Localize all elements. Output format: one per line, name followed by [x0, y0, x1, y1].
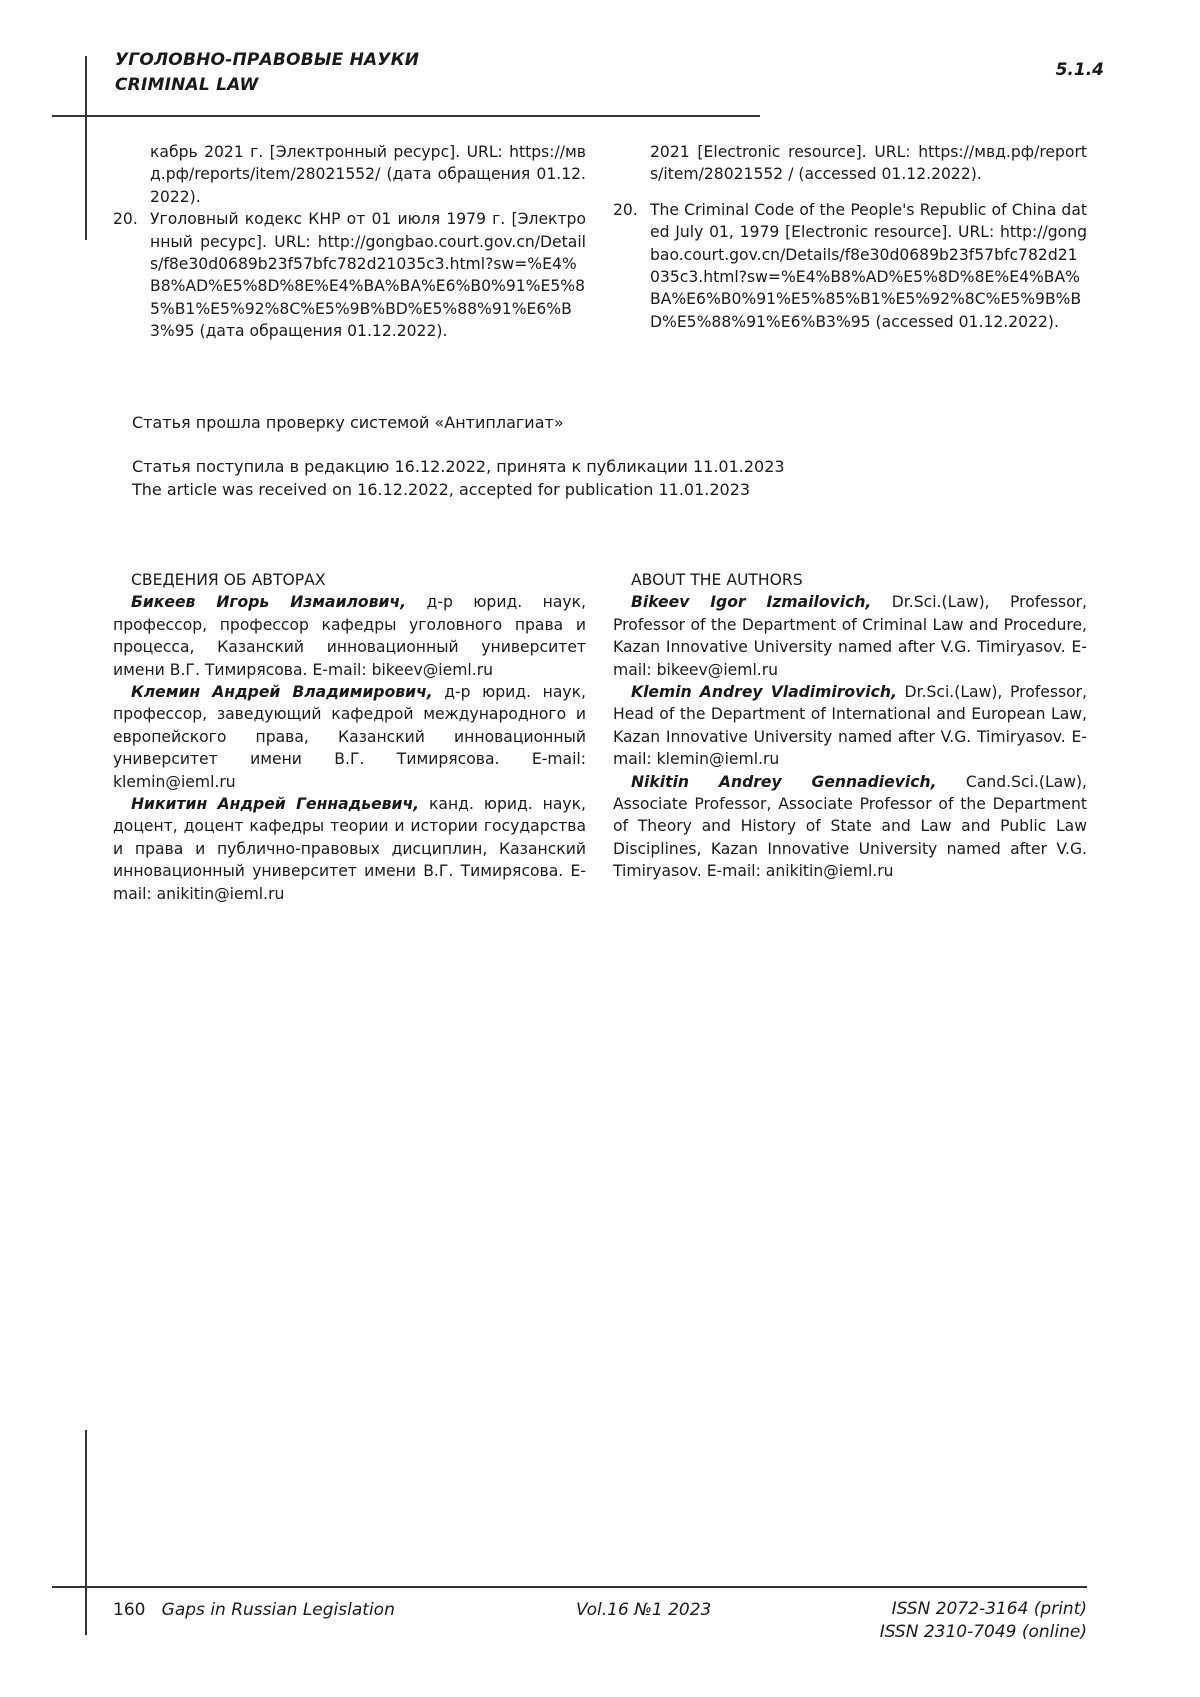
reference-continuation-en: 2021 [Electronic resource]. URL: https://мвд.рф/reports/item/28021552 / (accessed 01.12.2022). [650, 143, 1087, 184]
antiplagiarism-note: Статья прошла проверку системой «Антиплагиат» [132, 413, 564, 432]
author-name: Bikeev Igor Izmailovich, [631, 593, 872, 612]
author-entry [113, 681, 586, 793]
issn-print: ISSN 2072-3164 (print) [891, 1599, 1087, 1619]
author-name: Клемин Андрей Владимирович, [131, 683, 433, 702]
page-number: 160 [113, 1600, 146, 1620]
author-details: Dr.Sci.(Law), Professor, Head of the Department of International and European Law, Kazan Innovative University named after V.G. Timiryasov. E-mail: klemin@ieml.ru [613, 683, 1088, 769]
footer-horizontal-rule [52, 1586, 1087, 1588]
author-entry [113, 591, 586, 681]
author-name: Nikitin Andrey Gennadievich, [631, 772, 937, 791]
reference-text: Уголовный кодекс КНР от 01 июля 1979 г. [Электронный ресурс]. URL: http://gongbao.court.gov.cn/Details/f8e30d0689b23f57bfc782d21035c3.html?sw=%E4%B8%AD%E5%8D%8E%E4%BA%BA%E6%B0%91%E5%85%B1%E5%92%8C%E5%9B%BD%E5%88%91%E6%B3%95 (дата обращения 01.12.2022). [150, 210, 586, 341]
author-details: Dr.Sci.(Law), Professor, Professor of the Department of Criminal Law and Procedure, Kazan Innovative University named after V.G. Timiryasov. E-mail: bikeev@ieml.ru [613, 593, 1088, 679]
references-ru [113, 141, 586, 343]
authors-en [613, 569, 1087, 883]
author-details: д-р юрид. наук, профессор, заведующий кафедрой международного и европейского права, Казанский инновационный университет имени В.Г. Тимирясова. E-mail: klemin@ieml.ru [113, 683, 586, 791]
reference-number: 20. [613, 200, 638, 219]
reference-item-ru [113, 208, 586, 342]
rubric-ru: УГОЛОВНО-ПРАВОВЫЕ НАУКИ [115, 50, 420, 70]
author-entry [113, 793, 586, 905]
author-name: Klemin Andrey Vladimirovich, [631, 683, 897, 702]
reference-item-en [613, 199, 1087, 333]
reference-text: The Criminal Code of the People's Republic of China dated July 01, 1979 [Electronic resource]. URL: http://gongbao.court.gov.cn/Details/f8e30d0689b23f57bfc782d21035c3.html?sw=%E4%B8%AD%E5%8D%8E%E4%BA%BA%E6%B0%91%E5%85%B1%E5%92%8C%E5%9B%BD%E5%88%91%E6%B3%95 (accessed 01.12.2022). [650, 200, 1087, 331]
author-entry [613, 771, 1087, 883]
volume-issue: Vol.16 №1 2023 [576, 1600, 712, 1620]
received-note-en: The article was received on 16.12.2022, accepted for publication 11.01.2023 [132, 480, 751, 499]
rubric-en: CRIMINAL LAW [115, 75, 259, 95]
received-note-ru: Статья поступила в редакцию 16.12.2022, принята к публикации 11.01.2023 [132, 457, 785, 476]
reference-number: 20. [113, 210, 138, 229]
issn-block [880, 1598, 1087, 1644]
author-name: Бикеев Игорь Измаилович, [131, 593, 407, 612]
header-horizontal-rule [52, 115, 760, 117]
authors-heading-en: ABOUT THE AUTHORS [631, 571, 803, 589]
author-details: д-р юрид. наук, профессор, профессор кафедры уголовного права и процесса, Казанский инновационный университет имени В.Г. Тимирясова. E-mail: bikeev@ieml.ru [113, 593, 586, 679]
reference-continuation-ru: кабрь 2021 г. [Электронный ресурс]. URL: https://мвд.рф/reports/item/28021552/ (дата обращения 01.12.2022). [150, 143, 586, 206]
author-entry [613, 591, 1087, 681]
section-code: 5.1.4 [1055, 60, 1104, 80]
authors-ru [113, 569, 586, 905]
references-en [613, 141, 1087, 333]
author-details: канд. юрид. наук, доцент, доцент кафедры теории и истории государства и права и публично-правовых дисциплин, Казанский инновационный университет имени В.Г. Тимирясова. E-mail: anikitin@ieml.ru [113, 795, 586, 903]
footer-vertical-rule [85, 1430, 87, 1635]
author-entry [613, 681, 1087, 771]
authors-heading-ru: СВЕДЕНИЯ ОБ АВТОРАХ [131, 571, 326, 589]
issn-online: ISSN 2310-7049 (online) [879, 1622, 1087, 1642]
journal-title: Gaps in Russian Legislation [161, 1600, 395, 1620]
header-vertical-rule [85, 56, 87, 240]
footer-left [113, 1600, 395, 1620]
author-name: Никитин Андрей Геннадьевич, [131, 795, 420, 814]
author-details: Cand.Sci.(Law), Associate Professor, Associate Professor of the Department of Theory and History of State and Law and Public Law Disciplines, Kazan Innovative University named after V.G. Timiryasov. E-mail: anikitin@ieml.ru [613, 772, 1087, 881]
